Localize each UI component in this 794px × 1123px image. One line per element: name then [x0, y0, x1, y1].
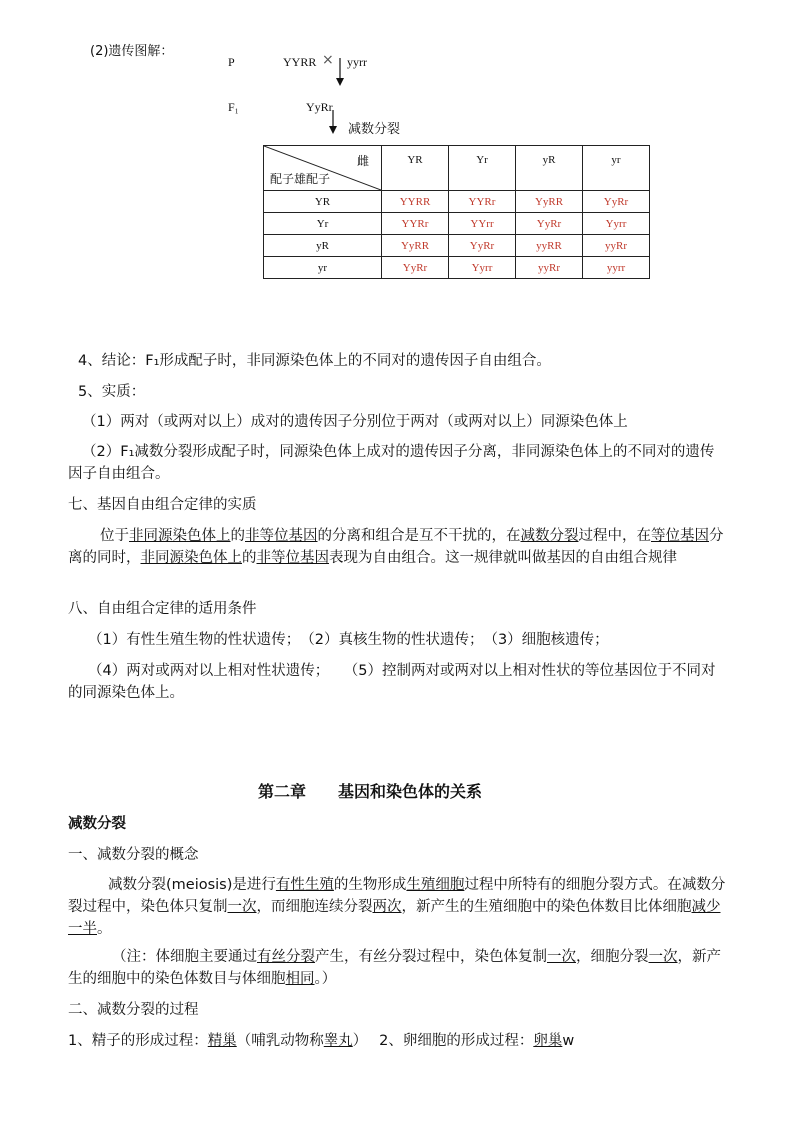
f1-genotype: YyRr — [306, 100, 333, 114]
underlined-term: 一次 — [648, 949, 678, 965]
underlined-term: 卵巢 — [533, 1033, 563, 1049]
text-run: ，新产生的生殖细胞中的染色体数目比体细胞 — [401, 899, 692, 915]
underlined-term: 有丝分裂 — [257, 949, 315, 965]
underlined-term: 精巢 — [207, 1033, 237, 1049]
section7-title: 七、基因自由组合定律的实质 — [68, 497, 257, 513]
text-run: 。 — [97, 921, 112, 937]
text-run: 的分离和组合是互不干扰的，在 — [317, 528, 521, 544]
underlined-term: 等位基因 — [651, 528, 709, 544]
text-run: w — [562, 1033, 575, 1049]
genotype-cell: YyRr — [583, 191, 650, 213]
p-parent1: YYRR — [283, 55, 317, 69]
text-run: 位于 — [100, 528, 129, 544]
arrow-label: 减数分裂 — [348, 122, 401, 137]
underlined-term: 有性生殖 — [275, 877, 334, 893]
cross-symbol: × — [322, 52, 334, 68]
genotype-cell: YyRr — [449, 235, 516, 257]
table-corner-header — [264, 146, 382, 191]
text-run: 产生，有丝分裂过程中，染色体复制 — [315, 949, 547, 965]
text-run: 。） — [314, 971, 337, 987]
section8-line2 — [68, 660, 728, 704]
text-run: 减数分裂(meiosis)是进行 — [108, 877, 276, 893]
text-run: 的生物形成 — [333, 877, 407, 893]
underlined-term: 非同源染色体上 — [129, 528, 231, 544]
male-header: 配子雄配子 — [270, 172, 331, 186]
text-run: 1、精子的形成过程： — [68, 1033, 208, 1049]
meiosis-title: 减数分裂 — [68, 816, 126, 832]
down-arrow-icon — [334, 58, 346, 88]
female-gamete: YR — [382, 146, 449, 191]
process-line — [68, 1030, 728, 1052]
genotype-cell: YyRR — [382, 235, 449, 257]
underlined-term: 减少一半 — [68, 899, 721, 937]
text-run: ，而细胞连续分裂 — [256, 899, 373, 915]
text-run: 的 — [230, 528, 245, 544]
female-gamete: Yr — [449, 146, 516, 191]
section8-title: 八、自由组合定律的适用条件 — [68, 601, 257, 617]
male-gamete: yR — [264, 235, 382, 257]
subsection1-title: 一、减数分裂的概念 — [68, 847, 199, 863]
essence-item-1: （1）两对（或两对以上）成对的遗传因子分别位于两对（或两对以上）同源染色体上 — [82, 414, 628, 430]
diagram-heading: (2)遗传图解： — [90, 44, 174, 59]
female-gamete: yr — [583, 146, 650, 191]
genotype-cell: yyRR — [516, 235, 583, 257]
text-run: 的 — [242, 550, 257, 566]
text-run: ，新产生的细胞中的染色体数目与体细胞 — [68, 949, 721, 987]
genotype-cell: Yyrr — [583, 213, 650, 235]
underlined-term: 减数分裂 — [520, 528, 579, 544]
concept-paragraph — [68, 874, 728, 940]
text-run: ，细胞分裂 — [576, 949, 649, 965]
essence-title: 5、实质： — [78, 384, 146, 400]
p-parent2: yyrr — [347, 55, 367, 69]
genotype-cell: yyRr — [583, 235, 650, 257]
text-run: （哺乳动物称 — [236, 1033, 324, 1049]
underlined-term: 相同 — [285, 971, 315, 987]
conclusion-line: 4、结论：F₁形成配子时，非同源染色体上的不同对的遗传因子自由组合。 — [78, 353, 551, 369]
section8-line1: （1）有性生殖生物的性状遗传； （2）真核生物的性状遗传； （3）细胞核遗传； — [88, 632, 609, 648]
male-gamete: yr — [264, 257, 382, 279]
underlined-term: 一次 — [547, 949, 576, 965]
female-gamete: yR — [516, 146, 583, 191]
underlined-term: 非等位基因 — [256, 550, 329, 566]
male-gamete: Yr — [264, 213, 382, 235]
genotype-cell: YyRr — [516, 213, 583, 235]
female-header: 雌 — [356, 154, 369, 168]
genotype-cell: YYrr — [449, 213, 516, 235]
underlined-term: 两次 — [372, 899, 402, 915]
down-arrow-icon — [327, 110, 339, 136]
chapter-title: 第二章 基因和染色体的关系 — [258, 782, 483, 801]
text-run: 过程中，在 — [578, 528, 651, 544]
essence-item-2-text: （2）F₁减数分裂形成配子时，同源染色体上成对的遗传因子分离，非同源染色体上的不同对的遗传因子自由组合。 — [68, 444, 715, 482]
p-label: P — [228, 55, 235, 69]
text-run: 分离的同时， — [68, 528, 724, 566]
underlined-term: 非同源染色体上 — [140, 550, 242, 566]
genotype-cell: Yyrr — [449, 257, 516, 279]
section7-body — [68, 525, 728, 569]
subsection2-title: 二、减数分裂的过程 — [68, 1002, 199, 1018]
genotype-cell: YyRr — [382, 257, 449, 279]
underlined-term: 睾丸 — [323, 1033, 353, 1049]
punnett-square — [263, 145, 650, 279]
underlined-term: 生殖细胞 — [406, 877, 465, 893]
note-paragraph — [68, 946, 728, 990]
underlined-term: 一次 — [227, 899, 257, 915]
genotype-cell: YYRr — [382, 213, 449, 235]
section8-line2-text: （4）两对或两对以上相对性状遗传； （5）控制两对或两对以上相对性状的等位基因位于不同对的同源染色体上。 — [68, 663, 716, 701]
text-run: ） 2、卵细胞的形成过程： — [352, 1033, 534, 1049]
text-run: （注：体细胞主要通过 — [112, 949, 257, 965]
male-gamete: YR — [264, 191, 382, 213]
text-run: 表现为自由组合。这一规律就叫做基因的自由组合规律 — [329, 550, 677, 566]
genotype-cell: YYRr — [449, 191, 516, 213]
underlined-term: 非等位基因 — [245, 528, 318, 544]
genotype-cell: YYRR — [382, 191, 449, 213]
genotype-cell: yyrr — [583, 257, 650, 279]
text-run: 过程中所特有的细胞分裂方式。在减数分裂过程中，染色体只复制 — [68, 877, 726, 915]
essence-item-2 — [68, 441, 728, 485]
genotype-cell: yyRr — [516, 257, 583, 279]
genotype-cell: YyRR — [516, 191, 583, 213]
f1-label: F₁ — [228, 100, 239, 114]
